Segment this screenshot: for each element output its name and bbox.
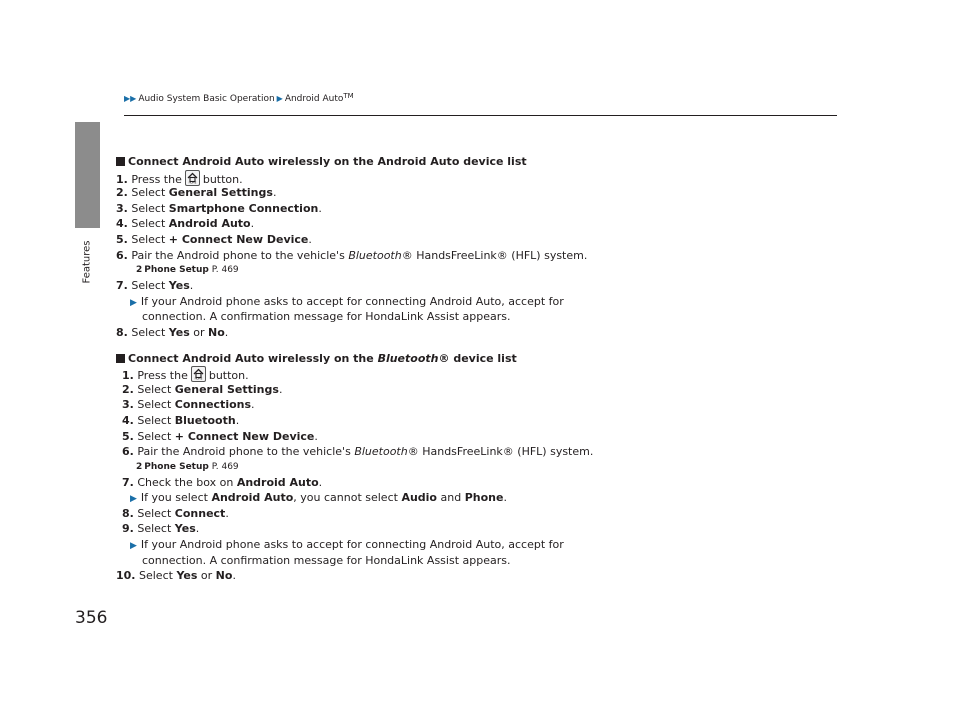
result-arrow-icon: ▶ <box>130 297 137 308</box>
header-rule <box>124 115 837 116</box>
step: 10. Select Yes or No. <box>116 569 236 583</box>
step: 8. Select Connect. <box>122 506 229 520</box>
reference-icon: 2 <box>136 461 143 472</box>
page-number: 356 <box>75 608 108 628</box>
section-tab-marker <box>75 122 100 228</box>
home-icon <box>191 366 206 382</box>
step: 9. Select Yes. <box>122 522 200 536</box>
breadcrumb-arrow-icon: ▶ <box>276 94 283 103</box>
square-bullet-icon <box>116 157 125 166</box>
step: 5. Select + Connect New Device. <box>122 429 318 443</box>
step: 4. Select Android Auto. <box>116 217 255 231</box>
breadcrumb-item-android-auto[interactable]: Android Auto <box>284 94 344 104</box>
step-result: ▶ If your Android phone asks to accept for connecting Android Auto, accept for <box>130 294 564 308</box>
step-result: ▶ If you select Android Auto, you cannot select Audio and Phone. <box>130 491 507 505</box>
home-icon <box>185 170 200 186</box>
section-heading: Connect Android Auto wirelessly on the Bluetooth® device list <box>116 351 836 367</box>
section-tab-label: Features <box>81 240 93 284</box>
section-heading: Connect Android Auto wirelessly on the Android Auto device list <box>116 154 836 170</box>
step: 7. Check the box on Android Auto. <box>122 475 323 489</box>
step: 6. Pair the Android phone to the vehicle's Bluetooth® HandsFreeLink® (HFL) system. <box>116 248 588 262</box>
step: 2. Select General Settings. <box>116 186 277 200</box>
result-arrow-icon: ▶ <box>130 494 137 505</box>
breadcrumb-item-audio-system[interactable]: Audio System Basic Operation <box>138 94 275 104</box>
step: 7. Select Yes. <box>116 279 194 293</box>
step: 1. Press the HOME button. <box>116 170 836 186</box>
trademark-mark: TM <box>343 92 354 100</box>
breadcrumb-arrow-icon: ▶▶ <box>124 94 137 103</box>
page-content <box>116 154 836 584</box>
breadcrumb <box>124 92 354 104</box>
svg-text:HOME: HOME <box>188 181 197 184</box>
cross-reference[interactable]: 2 Phone Setup P. 469 <box>116 263 836 278</box>
step: 8. Select Yes or No. <box>116 325 229 339</box>
svg-text:HOME: HOME <box>194 377 203 381</box>
step: 2. Select General Settings. <box>122 382 283 396</box>
step-result-continued: connection. A confirmation message for HondaLink Assist appears. <box>142 310 511 324</box>
step: 1. Press the HOME button. <box>116 366 836 382</box>
step: 4. Select Bluetooth. <box>122 413 240 427</box>
step: 3. Select Connections. <box>122 398 255 412</box>
result-arrow-icon: ▶ <box>130 541 137 552</box>
step: 3. Select Smartphone Connection. <box>116 201 322 215</box>
step: 6. Pair the Android phone to the vehicle's Bluetooth® HandsFreeLink® (HFL) system. <box>122 445 594 459</box>
step-result: ▶ If your Android phone asks to accept for connecting Android Auto, accept for <box>130 538 564 552</box>
step-result-continued: connection. A confirmation message for HondaLink Assist appears. <box>142 553 511 567</box>
step: 5. Select + Connect New Device. <box>116 232 312 246</box>
cross-reference[interactable]: 2 Phone Setup P. 469 <box>116 460 836 475</box>
square-bullet-icon <box>116 354 125 363</box>
reference-icon: 2 <box>136 265 143 276</box>
